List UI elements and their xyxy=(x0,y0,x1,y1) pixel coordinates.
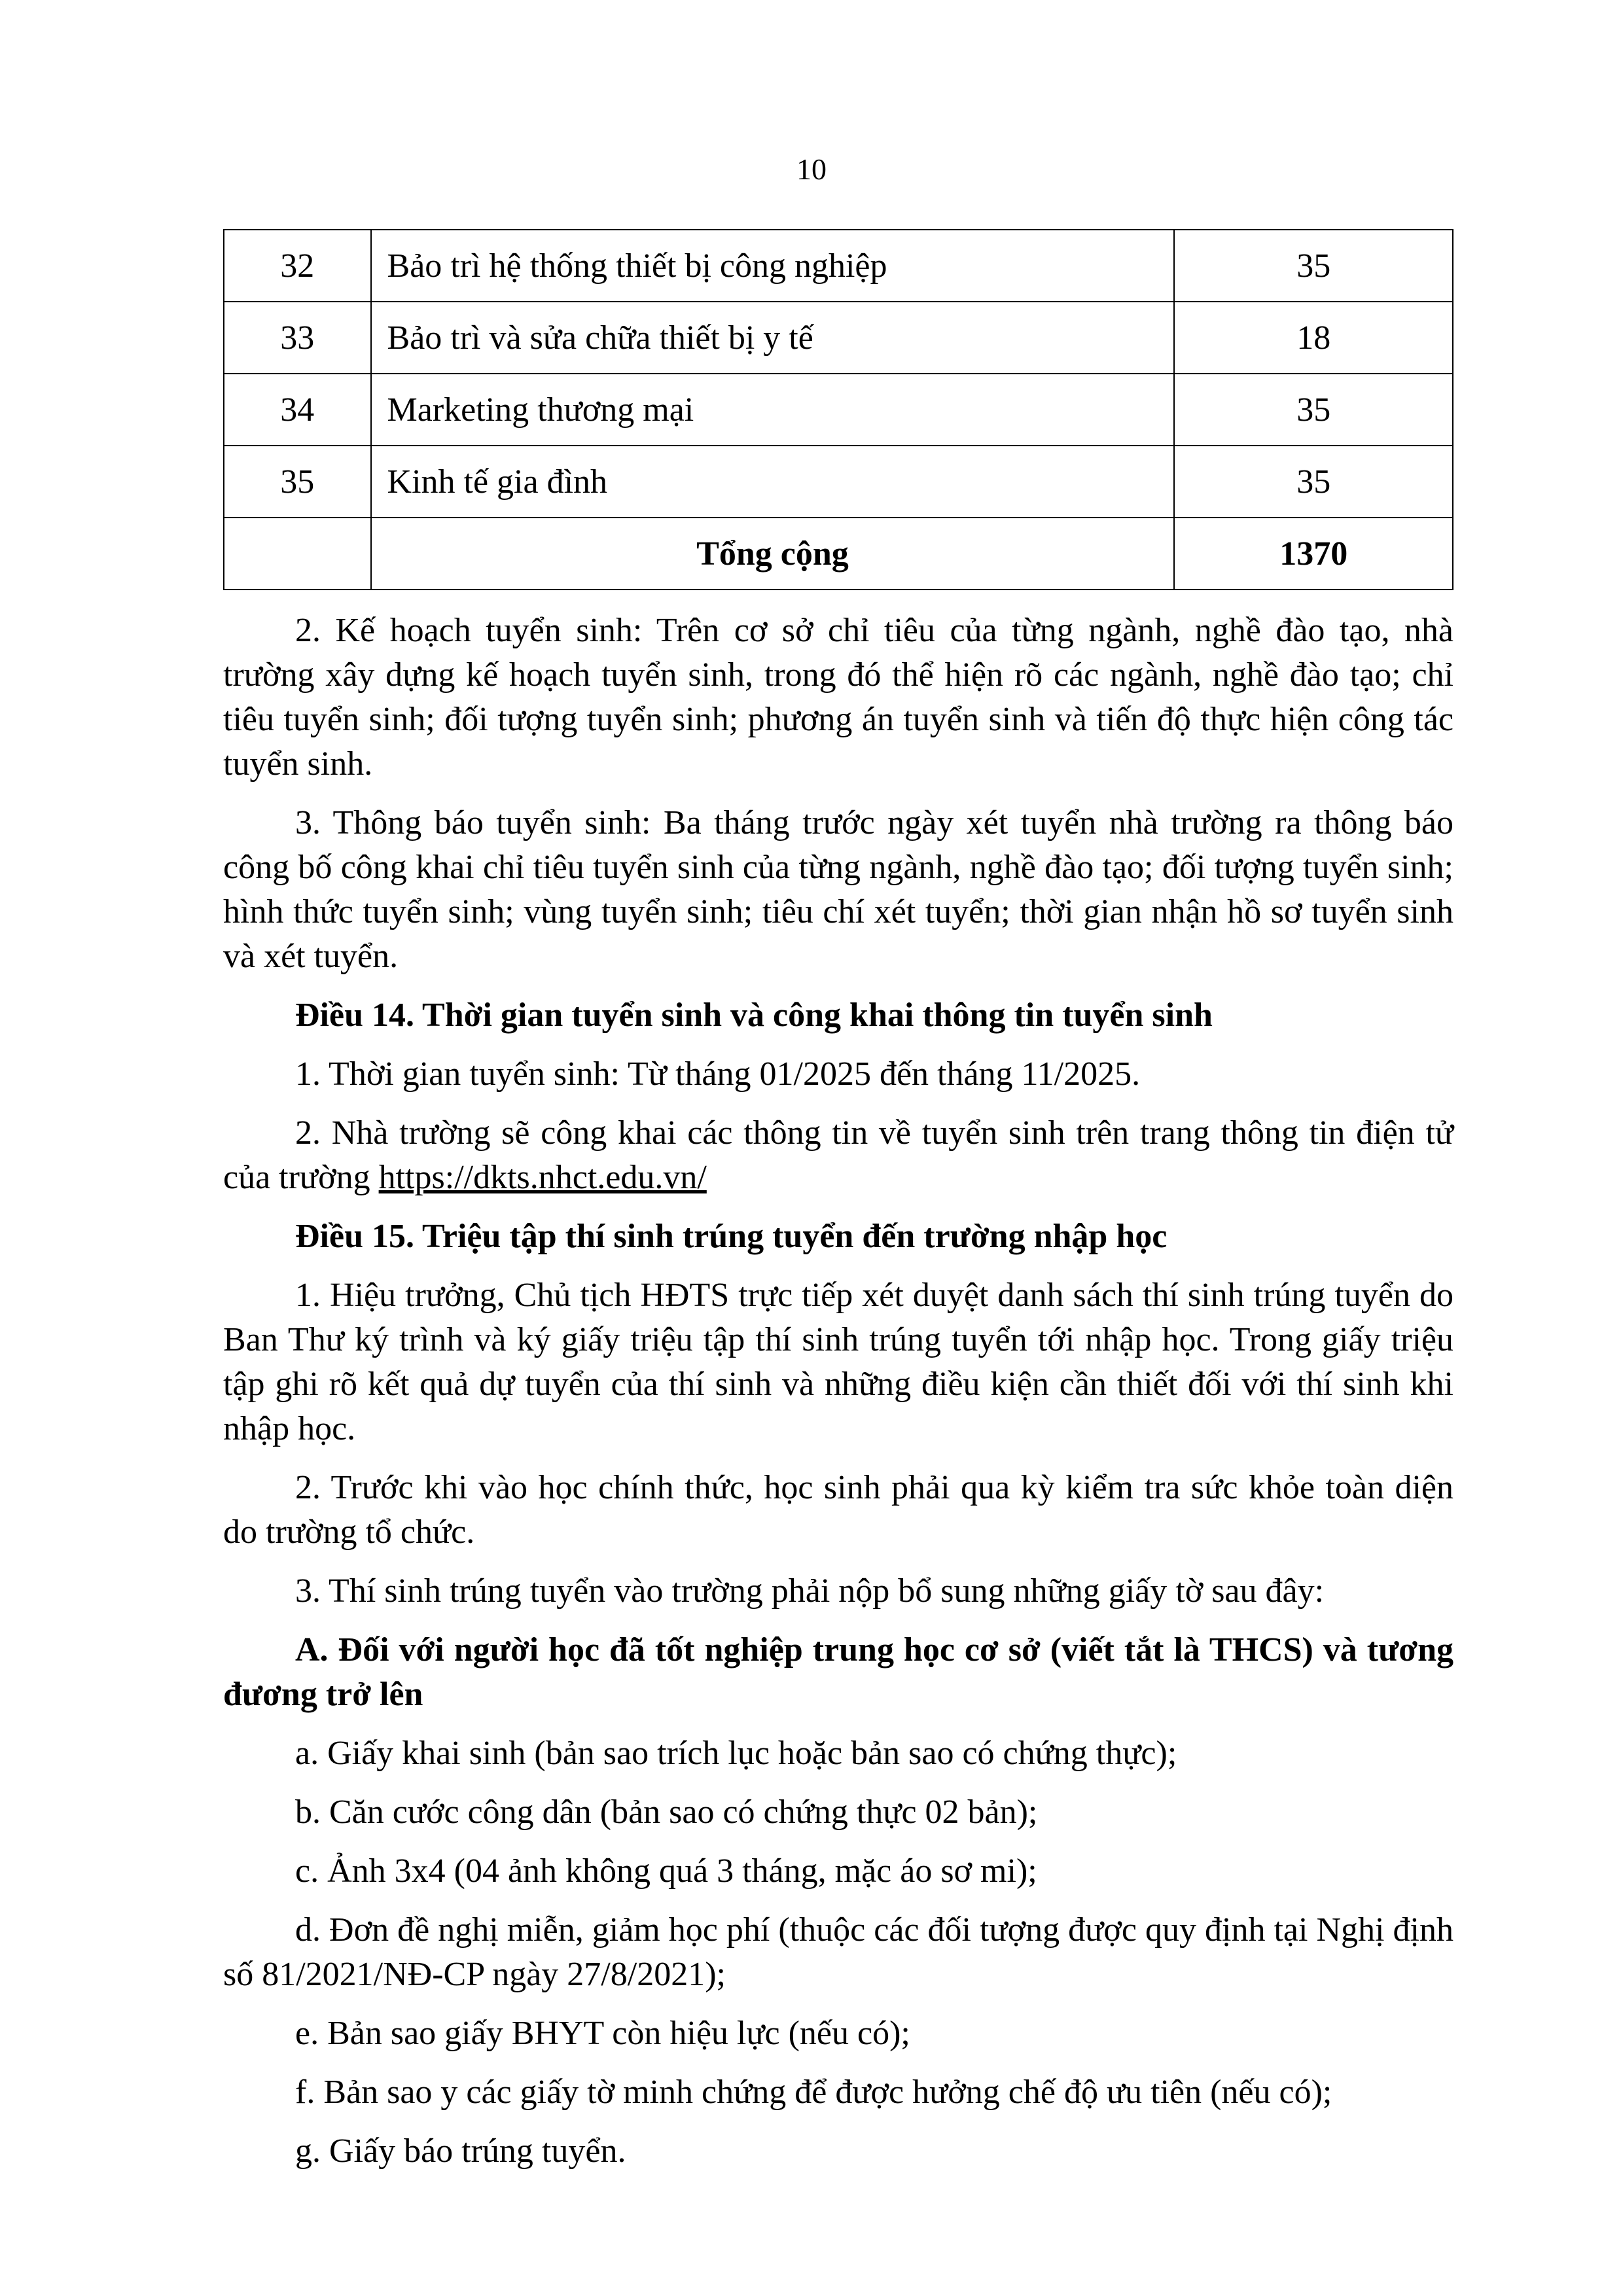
article-15-heading: Điều 15. Triệu tập thí sinh trúng tuyển đến trường nhập học xyxy=(295,1218,1168,1255)
total-value: 1370 xyxy=(1174,518,1453,590)
program-quota: 35 xyxy=(1174,230,1453,302)
article-14-item-2-text: 2. Nhà trường sẽ công khai các thông tin về tuyển sinh trên trang thông tin điện tử của trường xyxy=(223,1114,1454,1196)
paragraph-enrollment-plan: 2. Kế hoạch tuyển sinh: Trên cơ sở chỉ tiêu của từng ngành, nghề đào tạo, nhà trường xây dựng kế hoạch tuyển sinh, trong đó thể hiện rõ các ngành, nghề đào tạo; chỉ tiêu tuyển sinh; đối tượng tuyển sinh; phương án tuyển sinh và tiến độ thực hiện công tác tuyển sinh. xyxy=(223,612,1454,783)
table-row xyxy=(224,230,1453,302)
article-15-item-1: 1. Hiệu trưởng, Chủ tịch HĐTS trực tiếp xét duyệt danh sách thí sinh trúng tuyển do Ban Thư ký trình và ký giấy triệu tập thí sinh trúng tuyển tới nhập học. Trong giấy triệu tập ghi rõ kết quả dự tuyển của thí sinh và những điều kiện cần thiết đối với thí sinh khi nhập học. xyxy=(223,1277,1454,1447)
document-item-d: d. Đơn đề nghị miễn, giảm học phí (thuộc các đối tượng được quy định tại Nghị định số 81/2021/NĐ-CP ngày 27/8/2021); xyxy=(223,1911,1454,1993)
row-number: 34 xyxy=(224,374,371,446)
article-15-item-2: 2. Trước khi vào học chính thức, học sinh phải qua kỳ kiểm tra sức khỏe toàn diện do trường tổ chức. xyxy=(223,1469,1454,1551)
table-row xyxy=(224,374,1453,446)
total-empty-cell xyxy=(224,518,371,590)
page-number: 10 xyxy=(796,152,827,186)
article-15-item-3: 3. Thí sinh trúng tuyển vào trường phải nộp bổ sung những giấy tờ sau đây: xyxy=(295,1572,1325,1610)
program-quota: 35 xyxy=(1174,374,1453,446)
program-name: Marketing thương mại xyxy=(371,374,1175,446)
paragraph-enrollment-notice: 3. Thông báo tuyển sinh: Ba tháng trước ngày xét tuyển nhà trường ra thông báo công bố công khai chỉ tiêu tuyển sinh của từng ngành, nghề đào tạo; đối tượng tuyển sinh; hình thức tuyển sinh; vùng tuyển sinh; tiêu chí xét tuyển; thời gian nhận hồ sơ tuyển sinh và xét tuyển. xyxy=(223,804,1454,975)
row-number: 35 xyxy=(224,446,371,518)
article-14-item-2 xyxy=(223,1111,1454,1200)
table-total-row xyxy=(224,518,1453,590)
document-item-b: b. Căn cước công dân (bản sao có chứng thực 02 bản); xyxy=(295,1793,1038,1831)
admissions-website-link[interactable]: https://dkts.nhct.edu.vn/ xyxy=(378,1159,707,1196)
section-a-heading: A. Đối với người học đã tốt nghiệp trung học cơ sở (viết tắt là THCS) và tương đương trở lên xyxy=(223,1631,1454,1713)
document-body xyxy=(223,609,1454,2188)
row-number: 32 xyxy=(224,230,371,302)
program-quota: 18 xyxy=(1174,302,1453,374)
document-item-a: a. Giấy khai sinh (bản sao trích lục hoặc bản sao có chứng thực); xyxy=(295,1735,1177,1772)
program-name: Bảo trì hệ thống thiết bị công nghiệp xyxy=(371,230,1175,302)
table-row xyxy=(224,446,1453,518)
total-label: Tổng cộng xyxy=(371,518,1175,590)
table-row xyxy=(224,302,1453,374)
program-name: Bảo trì và sửa chữa thiết bị y tế xyxy=(371,302,1175,374)
document-item-f: f. Bản sao y các giấy tờ minh chứng để được hưởng chế độ ưu tiên (nếu có); xyxy=(295,2074,1332,2111)
article-14-item-1: 1. Thời gian tuyển sinh: Từ tháng 01/2025 đến tháng 11/2025. xyxy=(295,1055,1141,1093)
document-item-e: e. Bản sao giấy BHYT còn hiệu lực (nếu có); xyxy=(295,2015,910,2052)
row-number: 33 xyxy=(224,302,371,374)
document-item-g: g. Giấy báo trúng tuyển. xyxy=(295,2132,626,2170)
enrollment-quota-table xyxy=(223,229,1454,590)
document-item-c: c. Ảnh 3x4 (04 ảnh không quá 3 tháng, mặc áo sơ mi); xyxy=(295,1852,1037,1890)
program-name: Kinh tế gia đình xyxy=(371,446,1175,518)
program-quota: 35 xyxy=(1174,446,1453,518)
article-14-heading: Điều 14. Thời gian tuyển sinh và công khai thông tin tuyển sinh xyxy=(295,997,1213,1034)
